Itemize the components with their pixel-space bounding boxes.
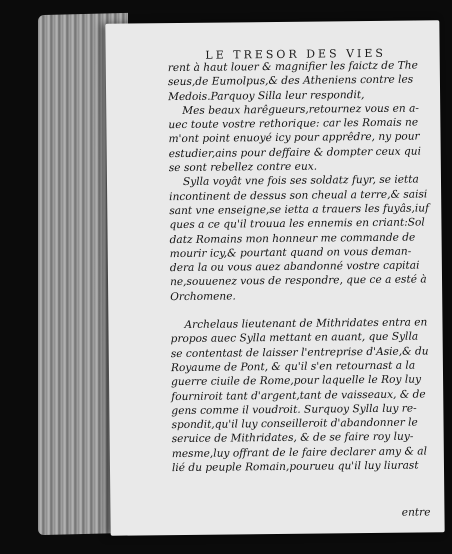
running-head: LE TRESOR DES VIES [205,46,387,62]
text-line: gens comme il voudroit. Surquoy Sylla luy re- [171,402,417,417]
text-line: Orchomene. [170,290,236,303]
text-line: propos auec Sylla mettant en auant, que Sylla [170,330,419,346]
text-line: sant vne enseigne,se ietta a trauers les fuyâs,iuf [169,202,430,218]
text-line: se sont rebellez contre eux. [168,160,318,175]
text-line: rent à haut louer & magnifier les faictz de The [167,59,418,75]
text-line: ques a ce qu'il trouua les ennemis en criant:Sol [169,216,425,232]
text-line: Medois.Parquoy Silla leur respondit, [168,88,365,103]
catchword: entre [401,506,431,519]
text-line: mourir icy,& pourtant quand on vous deman- [169,245,412,260]
page-text [168,58,434,475]
paragraph-1 [168,58,430,104]
paragraph-4 [170,315,434,475]
text-line: m'ont point enuoyé icy pour apprêdre, ny pour [168,130,420,146]
text-line: se contentast de laisser l'entreprise d'Asie,& du [170,345,429,360]
text-line: spondit,qu'il luy conseilleroit d'abandonner le [171,416,418,432]
text-line: fourniroit tant d'argent,tant de vaisseaux, & de [171,387,426,403]
text-line: datz Romains mon honneur me commande de [169,231,416,246]
text-line: incontinent de dessus son cheual a terre,& saisi [169,188,428,203]
text-line: Royaume de Pont, & qu'il s'en retournast a la [170,359,416,375]
text-line: ne,souuenez vous de respondre, que ce a esté à [169,273,427,289]
text-line: estudier,ains pour deffaire & dompter ceux qui [168,145,422,160]
text-line: dera la ou vous auez abandonné vostre capitai [169,259,420,275]
text-line: mesme,luy offrant de le faire declarer amy & al [171,445,428,460]
text-line: uec toute vostre rethorique: car les Romais ne [168,116,419,132]
paragraph-2 [168,101,431,175]
text-line: seruice de Mithridates, & de se faire roy luy- [171,430,414,446]
text-line: Archelaus lieutenant de Mithridates entra en [184,316,428,331]
paragraph-3 [169,173,432,304]
text-line: Sylla voyât vne fois ses soldatz fuyr, se ietta [182,173,419,189]
text-line: Mes beaux harêgueurs,retournez vous en a- [182,102,420,117]
text-line: lié du peuple Romain,pourueu qu'il luy liurast [171,459,419,475]
text-line: seus,de Eumolpus,& des Atheniens contre les [167,73,414,89]
book-page [105,20,444,535]
text-line: guerre ciuile de Rome,pour laquelle le Roy luy [171,373,422,389]
